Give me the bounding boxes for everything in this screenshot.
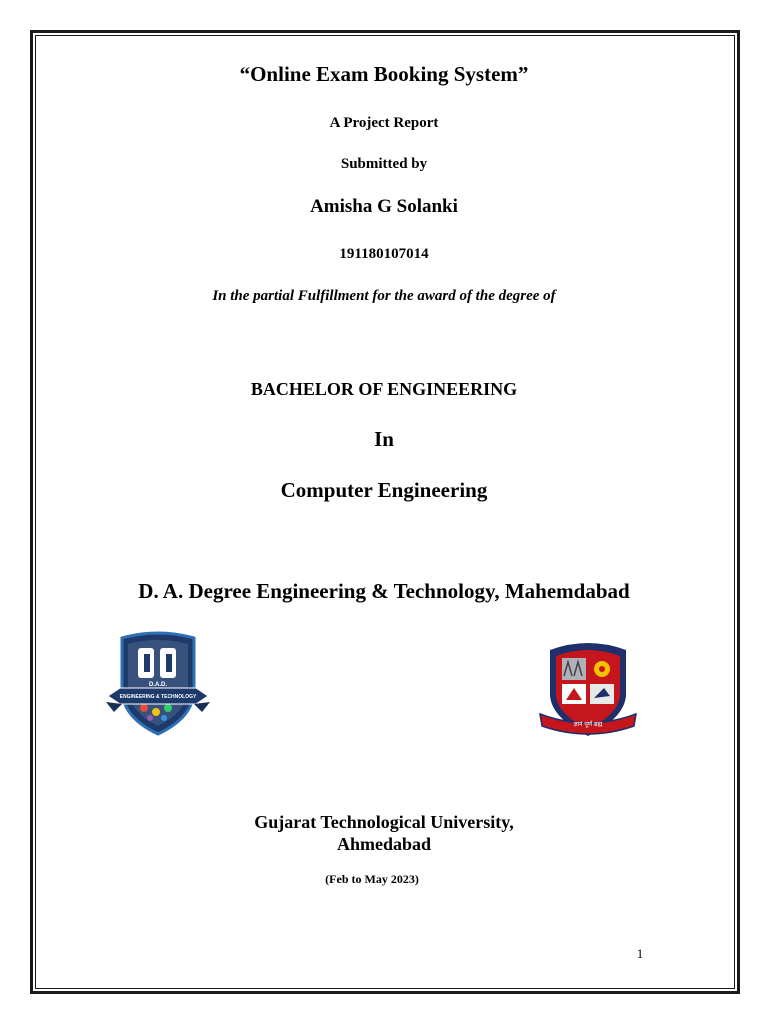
report-subtitle: A Project Report (329, 115, 439, 131)
page-number: 1 (636, 946, 644, 961)
branch-name: Computer Engineering (280, 478, 488, 502)
report-title: “Online Exam Booking System” (239, 62, 529, 86)
author-name: Amisha G Solanki (310, 196, 458, 217)
university-name (0, 811, 768, 855)
degree-name: BACHELOR OF ENGINEERING (250, 379, 518, 399)
college-name: D. A. Degree Engineering & Technology, Mahemdabad (138, 579, 630, 603)
degree-fulfillment-text: In the partial Fulfillment for the award of the degree of (212, 288, 556, 304)
submitted-by-label: Submitted by (340, 156, 428, 172)
college-logo-text-1: D.A.D. (149, 682, 167, 688)
university-name-line2: Ahmedabad (336, 834, 432, 854)
college-logo (106, 630, 210, 738)
enrollment-number: 191180107014 (339, 246, 429, 262)
university-name-line1: Gujarat Technological University, (254, 812, 514, 832)
university-logo-motto: ज्ञानं पूर्णं ब्रह्म (573, 721, 603, 728)
in-word: In (374, 427, 394, 451)
college-logo-text-2: ENGINEERING & TECHNOLOGY (119, 694, 197, 700)
academic-session: (Feb to May 2023) (325, 872, 419, 886)
university-logo (538, 636, 638, 740)
